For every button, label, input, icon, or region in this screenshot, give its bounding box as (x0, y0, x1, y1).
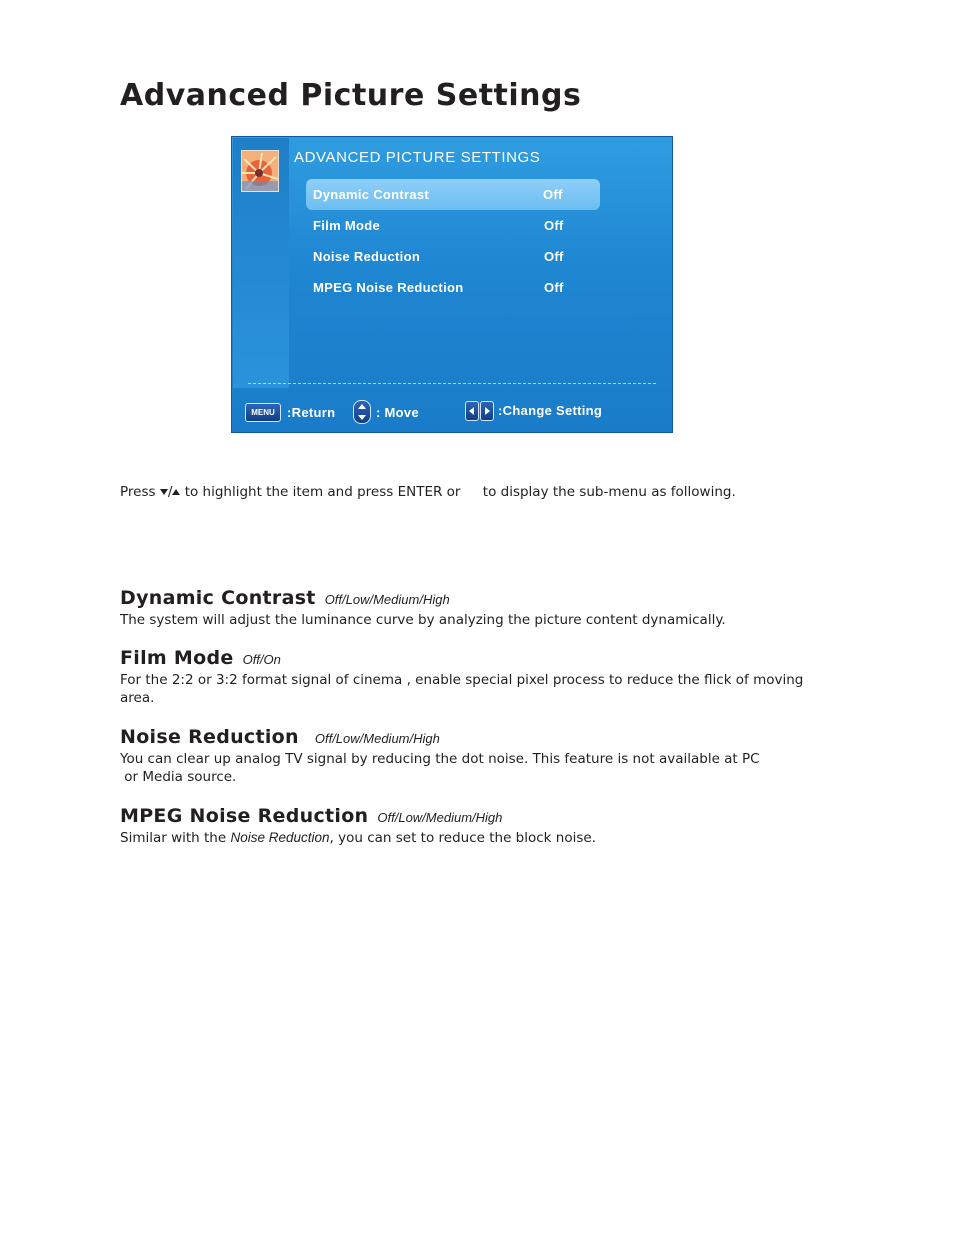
section-film-mode (120, 647, 840, 707)
osd-menu-screenshot (231, 136, 673, 433)
section-description: The system will adjust the luminance curve by analyzing the picture content dynamically. (120, 612, 726, 628)
osd-item-noise-reduction[interactable] (306, 241, 600, 272)
instruction-press: Press (120, 484, 156, 500)
move-hint: : Move (376, 405, 419, 420)
osd-item-film-mode[interactable] (306, 210, 600, 241)
instruction-text-a: to highlight the item and press ENTER or (184, 484, 461, 500)
return-hint: :Return (287, 405, 336, 420)
section-heading: Film Mode (120, 647, 234, 669)
picture-thumbnail-icon (241, 150, 279, 192)
section-options: Off/Low/Medium/High (377, 810, 503, 825)
osd-item-mpeg-noise-reduction[interactable] (306, 272, 600, 303)
section-options: Off/Low/Medium/High (324, 592, 450, 607)
menu-key-icon: MENU (245, 403, 281, 422)
description-post: , you can set to reduce the block noise. (329, 830, 596, 846)
section-heading: Dynamic Contrast (120, 587, 316, 609)
section-options: Off/Low/Medium/High (314, 731, 440, 746)
osd-item-dynamic-contrast[interactable] (306, 179, 600, 210)
section-description (120, 829, 840, 847)
change-setting-hint: :Change Setting (498, 403, 603, 418)
left-arrow-icon (465, 401, 479, 421)
section-description: For the 2:2 or 3:2 format signal of cinema , enable special pixel process to reduce the flick of moving area. (120, 672, 804, 706)
osd-item-label: Noise Reduction (313, 249, 421, 264)
instruction-text (120, 484, 736, 500)
osd-title: ADVANCED PICTURE SETTINGS (294, 149, 541, 166)
section-options: Off/On (242, 652, 281, 667)
section-mpeg-noise-reduction (120, 805, 840, 847)
osd-item-value: Off (544, 218, 564, 233)
up-triangle-icon (172, 489, 180, 495)
section-dynamic-contrast (120, 587, 840, 629)
osd-sidebar (233, 138, 289, 388)
right-arrow-icon (480, 401, 494, 421)
section-description-line: or Media source. (120, 769, 237, 785)
section-heading: MPEG Noise Reduction (120, 805, 369, 827)
instruction-separator: / (167, 484, 173, 500)
osd-item-value: Off (543, 187, 563, 202)
up-down-arrows-icon (353, 400, 371, 424)
page-title: Advanced Picture Settings (120, 78, 582, 113)
section-description-line: You can clear up analog TV signal by reducing the dot noise. This feature is not available at PC (120, 751, 760, 767)
description-pre: Similar with the (120, 830, 231, 846)
down-triangle-icon (160, 489, 168, 495)
osd-item-label: Film Mode (313, 218, 380, 233)
section-description (120, 750, 840, 786)
section-heading: Noise Reduction (120, 726, 299, 748)
section-noise-reduction (120, 726, 840, 786)
osd-item-value: Off (544, 249, 564, 264)
osd-divider (248, 383, 656, 384)
osd-item-value: Off (544, 280, 564, 295)
instruction-text-b: to display the sub-menu as following. (482, 484, 736, 500)
osd-item-label: Dynamic Contrast (313, 187, 430, 202)
osd-item-label: MPEG Noise Reduction (313, 280, 464, 295)
description-emphasis: Noise Reduction (230, 830, 330, 845)
